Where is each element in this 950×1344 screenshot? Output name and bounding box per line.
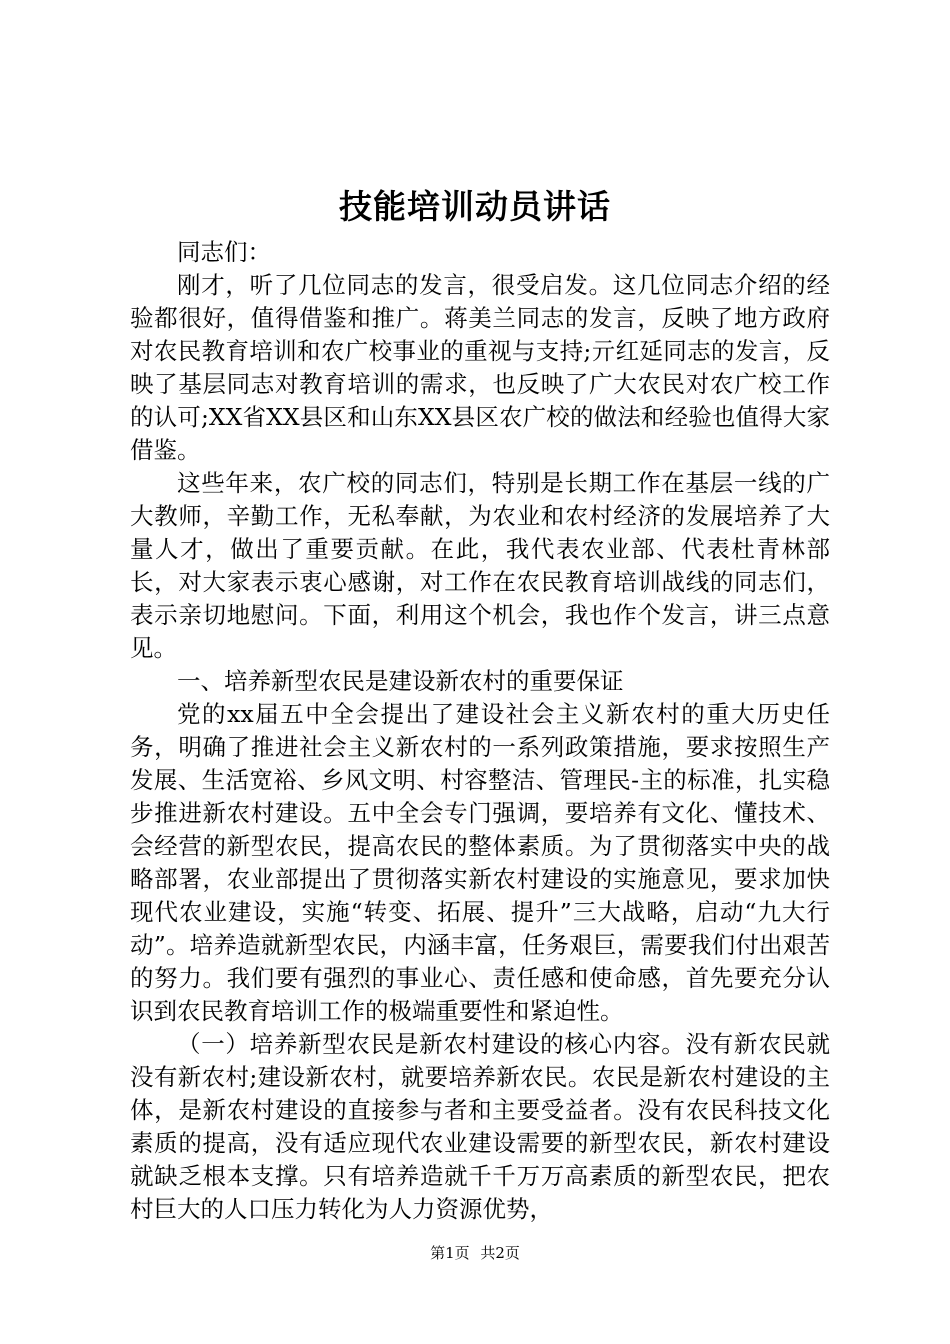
paragraph-opening: 刚才，听了几位同志的发言，很受启发。这几位同志介绍的经验都很好，值得借鉴和推广。蒋美兰同志的发言，反映了地方政府对农民教育培训和农广校事业的重视与支持;亓红延同志的发言，反映了基层同志对教育培训的需求，也反映了广大农民对农广校工作的认可;XX省XX县区和山东XX县区农广校的做法和经验也值得大家借鉴。: [130, 271, 830, 464]
section-heading-1: 一、培养新型农民是建设新农村的重要保证: [177, 667, 624, 695]
document-body: [130, 236, 830, 1226]
page-footer: [0, 1243, 950, 1263]
page-total: 共2页: [480, 1244, 520, 1262]
document-title: 技能培训动员讲话: [339, 187, 611, 226]
paragraph-thanks: 这些年来，农广校的同志们，特别是长期工作在基层一线的广大教师，辛勤工作，无私奉献，为农业和农村经济的发展培养了大量人才，做出了重要贡献。在此，我代表农业部、代表杜青林部长，对大家表示衷心感谢，对工作在农民教育培训战线的同志们，表示亲切地慰问。下面，利用这个机会，我也作个发言，讲三点意见。: [130, 469, 830, 662]
paragraph-subsection-1: （一）培养新型农民是新农村建设的核心内容。没有新农民就没有新农村;建设新农村，就要培养新农民。农民是新农村建设的主体，是新农村建设的直接参与者和主要受益者。没有农民科技文化素质的提高，没有适应现代农业建设需要的新型农民，新农村建设就缺乏根本支撑。只有培养造就千千万万高素质的新型农民，把农村巨大的人口压力转化为人力资源优势，: [130, 1030, 830, 1223]
page-number: 第1页: [430, 1244, 470, 1262]
paragraph-salutation: 同志们：: [177, 238, 271, 266]
paragraph-section-1-intro: 党的xx届五中全会提出了建设社会主义新农村的重大历史任务，明确了推进社会主义新农村的一系列政策措施，要求按照生产发展、生活宽裕、乡风文明、村容整洁、管理民-主的标准，扎实稳步推进新农村建设。五中全会专门强调，要培养有文化、懂技术、会经营的新型农民，提高农民的整体素质。为了贯彻落实中央的战略部署，农业部提出了贯彻落实新农村建设的实施意见，要求加快现代农业建设，实施“转变、拓展、提升”三大战略，启动“九大行动”。培养造就新型农民，内涵丰富，任务艰巨，需要我们付出艰苦的努力。我们要有强烈的事业心、责任感和使命感，首先要充分认识到农民教育培训工作的极端重要性和紧迫性。: [130, 700, 830, 1025]
